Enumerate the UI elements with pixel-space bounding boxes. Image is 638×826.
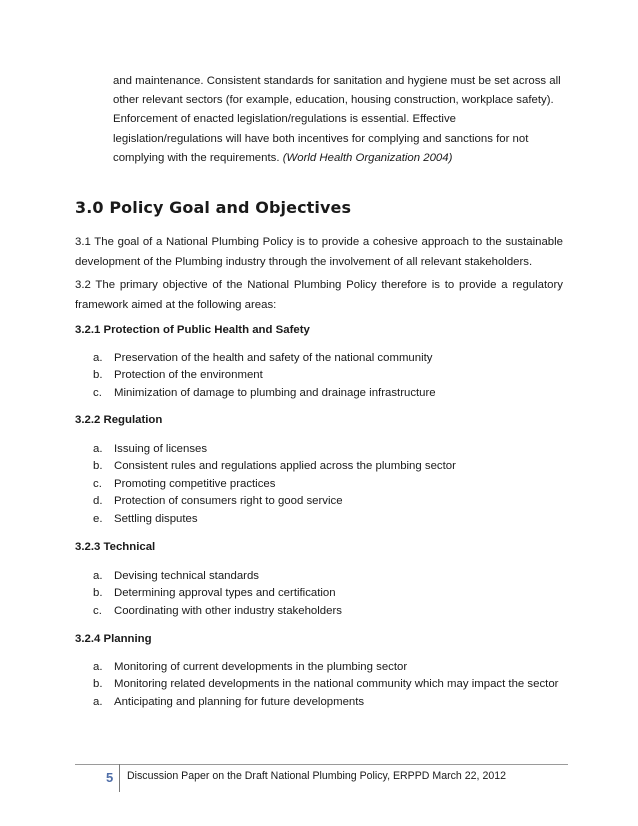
list-text: Monitoring of current developments in the plumbing sector [114, 661, 408, 673]
list-text: Devising technical standards [114, 570, 259, 582]
list-item [93, 568, 563, 585]
list-item [93, 676, 563, 693]
section-heading: 3.0 Policy Goal and Objectives [75, 198, 352, 217]
list-marker: b. [93, 678, 103, 691]
intro-line: other relevant sectors (for example, education, housing construction, workplace safety). [113, 94, 554, 107]
list-3-2-1 [93, 350, 563, 402]
list-marker: a. [93, 443, 103, 455]
list-3-2-2 [93, 441, 563, 528]
list-marker: b. [93, 460, 103, 473]
list-item [93, 385, 563, 402]
list-item [93, 367, 563, 384]
list-item [93, 441, 563, 458]
list-text: Consistent rules and regulations applied across the plumbing sector [114, 460, 456, 473]
list-item [93, 585, 563, 602]
citation: (World Health Organization 2004) [282, 151, 453, 164]
list-marker: b. [93, 369, 103, 382]
list-item [93, 659, 563, 676]
list-3-2-3 [93, 568, 563, 620]
list-marker: c. [93, 477, 102, 490]
objective-paragraph: 3.2 The primary objective of the National Plumbing Policy therefore is to provide a regulatory framework aimed at the following areas: [75, 279, 563, 311]
list-text: Coordinating with other industry stakeholders [114, 604, 342, 617]
subsection-heading-3-2-2: 3.2.2 Regulation [75, 414, 163, 426]
footer-rule [75, 764, 568, 765]
intro-line: legislation/regulations will have both incentives for complying and sanctions for not [113, 132, 529, 145]
list-text: Promoting competitive practices [114, 477, 276, 490]
subsection-heading-3-2-4: 3.2.4 Planning [75, 633, 152, 645]
list-marker: a. [93, 695, 103, 708]
intro-paragraph [113, 72, 568, 168]
list-text: Monitoring related developments in the national community which may impact the sector [114, 678, 559, 691]
list-marker: c. [93, 386, 102, 399]
list-3-2-4 [93, 659, 563, 711]
list-item [93, 603, 563, 620]
list-marker: e. [93, 512, 103, 525]
list-text: Anticipating and planning for future developments [114, 695, 365, 708]
list-marker: d. [93, 495, 103, 508]
page-number: 5 [106, 770, 114, 785]
list-marker: c. [93, 604, 102, 617]
list-marker: a. [93, 661, 103, 673]
list-item [93, 511, 563, 528]
list-text: Settling disputes [114, 512, 198, 525]
list-item [93, 694, 563, 711]
footer-text: Discussion Paper on the Draft National Plumbing Policy, ERPPD March 22, 2012 [127, 770, 507, 782]
list-text: Protection of the environment [114, 369, 263, 382]
subsection-heading-3-2-1: 3.2.1 Protection of Public Health and Safety [75, 324, 310, 336]
list-text: Minimization of damage to plumbing and drainage infrastructure [114, 386, 436, 399]
list-text: Protection of consumers right to good service [114, 495, 343, 508]
subsection-heading-3-2-3: 3.2.3 Technical [75, 541, 156, 553]
list-item [93, 458, 563, 475]
list-marker: b. [93, 587, 103, 600]
goal-paragraph: 3.1 The goal of a National Plumbing Policy is to provide a cohesive approach to the sustainable development of the Plumbing industry through the involvement of all relevant stakeholders. [75, 236, 563, 268]
list-text: Preservation of the health and safety of the national community [114, 352, 433, 364]
intro-line [113, 149, 568, 168]
list-item [93, 476, 563, 493]
list-marker: a. [93, 352, 103, 364]
list-text: Issuing of licenses [114, 443, 208, 455]
intro-line: and maintenance. Consistent standards for sanitation and hygiene must be set across all [113, 75, 561, 87]
intro-line: Enforcement of enacted legislation/regulations is essential. Effective [113, 113, 456, 126]
list-item [93, 493, 563, 510]
intro-line-text: complying with the requirements. [113, 151, 280, 164]
footer-divider [119, 764, 120, 792]
list-item [93, 350, 563, 367]
list-marker: a. [93, 570, 103, 582]
list-text: Determining approval types and certification [114, 587, 336, 600]
